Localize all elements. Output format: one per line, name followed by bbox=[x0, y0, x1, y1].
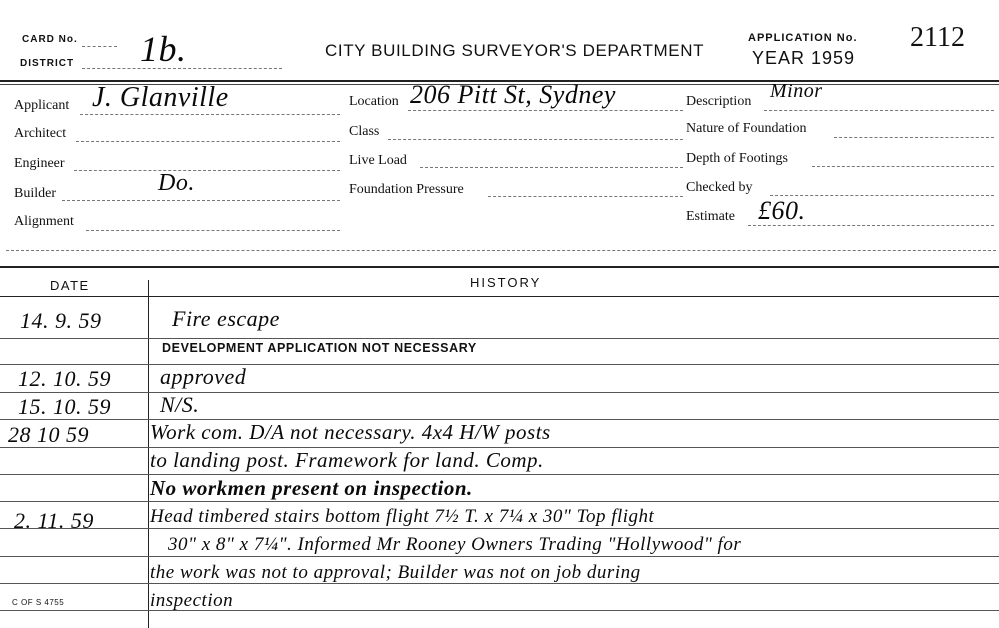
estimate-value: £60. bbox=[758, 196, 806, 225]
ruled-line bbox=[0, 528, 999, 529]
architect-label: Architect bbox=[14, 126, 67, 141]
ruled-line bbox=[0, 474, 999, 475]
history-text: No workmen present on inspection. bbox=[150, 476, 473, 500]
architect-line bbox=[76, 141, 340, 142]
card-no-line bbox=[82, 46, 117, 47]
history-header-rule bbox=[0, 296, 999, 297]
description-label: Description bbox=[686, 94, 752, 109]
history-text: inspection bbox=[150, 590, 234, 611]
ruled-line bbox=[0, 364, 999, 365]
history-date: 28 10 59 bbox=[8, 422, 89, 447]
fields-bottom-line bbox=[6, 250, 996, 251]
history-date: 15. 10. 59 bbox=[18, 394, 111, 419]
history-date: 2. 11. 59 bbox=[14, 508, 94, 533]
history-text: N/S. bbox=[160, 392, 200, 417]
date-column-divider bbox=[148, 280, 149, 628]
ruled-line bbox=[0, 556, 999, 557]
engineer-line bbox=[74, 170, 340, 171]
alignment-label: Alignment bbox=[14, 214, 74, 229]
application-number: 2112 bbox=[910, 22, 965, 53]
applicant-label: Applicant bbox=[14, 98, 70, 113]
history-date: 14. 9. 59 bbox=[20, 308, 102, 333]
history-text: Work com. D/A not necessary. 4x4 H/W posts bbox=[150, 420, 551, 444]
district-value: 1b. bbox=[140, 29, 187, 69]
nature-label: Nature of Foundation bbox=[686, 121, 807, 136]
applicant-value: J. Glanville bbox=[92, 82, 229, 113]
checked-label: Checked by bbox=[686, 180, 753, 195]
history-date: 12. 10. 59 bbox=[18, 366, 111, 391]
class-line bbox=[388, 139, 683, 140]
ruled-line bbox=[0, 501, 999, 502]
builder-line bbox=[62, 200, 340, 201]
builder-label: Builder bbox=[14, 186, 56, 201]
application-label: APPLICATION No. bbox=[748, 32, 858, 44]
district-label: DISTRICT bbox=[20, 58, 75, 69]
history-text: to landing post. Framework for land. Comp. bbox=[150, 448, 544, 472]
card-no-label: CARD No. bbox=[22, 34, 78, 45]
live-load-label: Live Load bbox=[349, 153, 407, 168]
description-value: Minor bbox=[770, 80, 823, 102]
depth-label: Depth of Footings bbox=[686, 151, 788, 166]
builder-value: Do. bbox=[158, 170, 195, 196]
nature-line bbox=[834, 137, 994, 138]
location-line bbox=[408, 110, 683, 111]
ruled-line bbox=[0, 392, 999, 393]
fields-rule bbox=[0, 266, 999, 268]
location-label: Location bbox=[349, 94, 399, 109]
development-stamp: DEVELOPMENT APPLICATION NOT NECESSARY bbox=[162, 341, 477, 355]
live-load-line bbox=[420, 167, 683, 168]
history-header: HISTORY bbox=[470, 275, 542, 290]
department-title: CITY BUILDING SURVEYOR'S DEPARTMENT bbox=[325, 41, 705, 60]
history-text: Head timbered stairs bottom flight 7½ T. x 7¼ x 30" Top flight bbox=[150, 506, 655, 527]
ruled-line bbox=[0, 338, 999, 339]
class-label: Class bbox=[349, 124, 380, 139]
alignment-line bbox=[86, 230, 340, 231]
form-number: C OF S 4755 bbox=[12, 598, 65, 607]
history-text: 30" x 8" x 7¼". Informed Mr Rooney Owners Trading "Hollywood" for bbox=[168, 534, 742, 555]
estimate-label: Estimate bbox=[686, 209, 735, 224]
history-text: approved bbox=[160, 364, 247, 389]
location-value: 206 Pitt St, Sydney bbox=[410, 80, 616, 109]
year-label: YEAR 1959 bbox=[752, 48, 856, 68]
applicant-line bbox=[80, 114, 340, 115]
depth-line bbox=[812, 166, 994, 167]
foundation-pressure-line bbox=[488, 196, 683, 197]
history-text: Fire escape bbox=[172, 306, 280, 331]
date-header: DATE bbox=[50, 278, 90, 293]
foundation-pressure-label: Foundation Pressure bbox=[349, 182, 464, 197]
description-line bbox=[764, 110, 994, 111]
engineer-label: Engineer bbox=[14, 156, 65, 171]
history-text: the work was not to approval; Builder was not on job during bbox=[150, 562, 641, 583]
